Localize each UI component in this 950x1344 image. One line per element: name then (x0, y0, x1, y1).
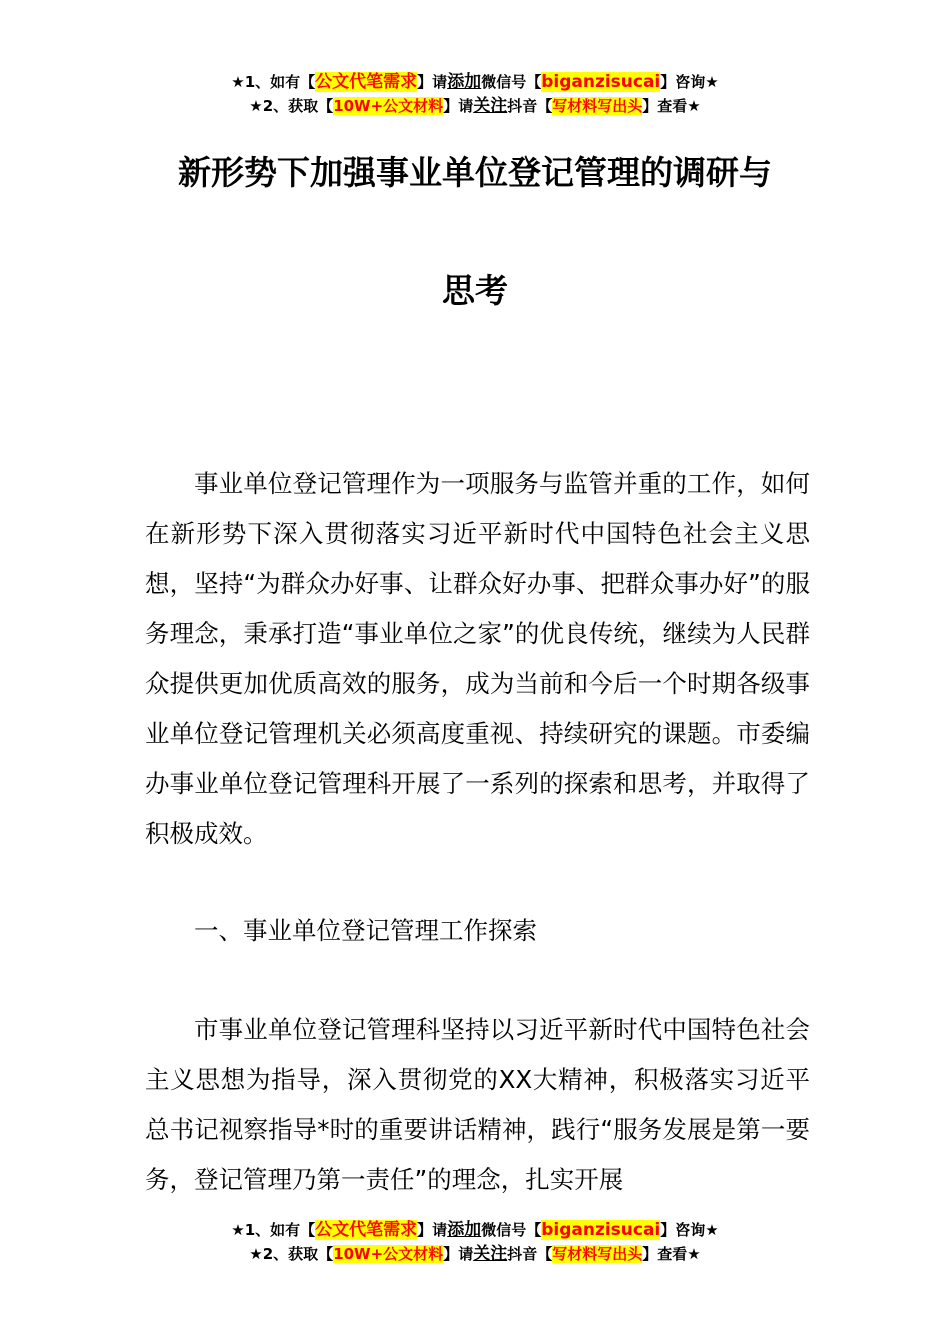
banner-line-2 (0, 1242, 950, 1266)
banner-text: 微信号【 (481, 1221, 542, 1239)
banner-highlight: 写材料写出头 (552, 1245, 643, 1263)
banner-text: 】咨询★ (660, 73, 719, 91)
banner-text: 】请 (443, 1245, 474, 1263)
banner-text: ★2、获取【 (249, 97, 334, 115)
banner-underline: 添加 (447, 72, 482, 92)
banner-underline: 关注 (473, 96, 508, 116)
banner-text: 】查看★ (642, 1245, 701, 1263)
banner-highlight: 10W+公文材料 (333, 1245, 444, 1263)
banner-text: 抖音【 (507, 1245, 553, 1263)
banner-highlight: 公文代笔需求 (315, 72, 418, 92)
banner-text: 】请 (417, 1221, 448, 1239)
banner-highlight: 公文代笔需求 (315, 1220, 418, 1240)
banner-underline: 添加 (447, 1220, 482, 1240)
banner-line-1 (0, 1218, 950, 1242)
body-paragraph: 事业单位登记管理作为一项服务与监管并重的工作，如何在新形势下深入贯彻落实习近平新时代中国特色社会主义思想，坚持“为群众办好事、让群众好办事、把群众事办好”的服务理念，秉承打造“事业单位之家”的优良传统，继续为人民群众提供更加优质高效的服务，成为当前和今后一个时期各级事业单位登记管理机关必须高度重视、持续研究的课题。市委编办事业单位登记管理科开展了一系列的探索和思考，并取得了积极成效。 (145, 469, 810, 848)
banner-text: ★2、获取【 (249, 1245, 334, 1263)
banner-line-2 (0, 94, 950, 118)
banner-text: ★1、如有【 (231, 1221, 316, 1239)
banner-text: ★1、如有【 (231, 73, 316, 91)
banner-text: 微信号【 (481, 73, 542, 91)
banner-text: 】请 (443, 97, 474, 115)
banner-highlight: 10W+公文材料 (333, 97, 444, 115)
banner-highlight: biganzisucai (541, 72, 661, 92)
header-banner (0, 70, 950, 118)
body-paragraph: 市事业单位登记管理科坚持以习近平新时代中国特色社会主义思想为指导，深入贯彻党的XX大精神，积极落实习近平总书记视察指导*时的重要讲话精神，践行“服务发展是第一要务，登记管理乃第一责任”的理念，扎实开展 (145, 1015, 810, 1194)
banner-text: 】请 (417, 73, 448, 91)
document-title-line-1: 新形势下加强事业单位登记管理的调研与 (178, 153, 772, 192)
banner-highlight: 写材料写出头 (552, 97, 643, 115)
banner-underline: 关注 (473, 1244, 508, 1264)
banner-text: 抖音【 (507, 97, 553, 115)
banner-text: 】查看★ (642, 97, 701, 115)
section-heading: 一、事业单位登记管理工作探索 (194, 916, 537, 945)
document-title-line-2: 思考 (442, 271, 508, 310)
banner-text: 】咨询★ (660, 1221, 719, 1239)
banner-highlight: biganzisucai (541, 1220, 661, 1240)
footer-banner (0, 1218, 950, 1266)
banner-line-1 (0, 70, 950, 94)
